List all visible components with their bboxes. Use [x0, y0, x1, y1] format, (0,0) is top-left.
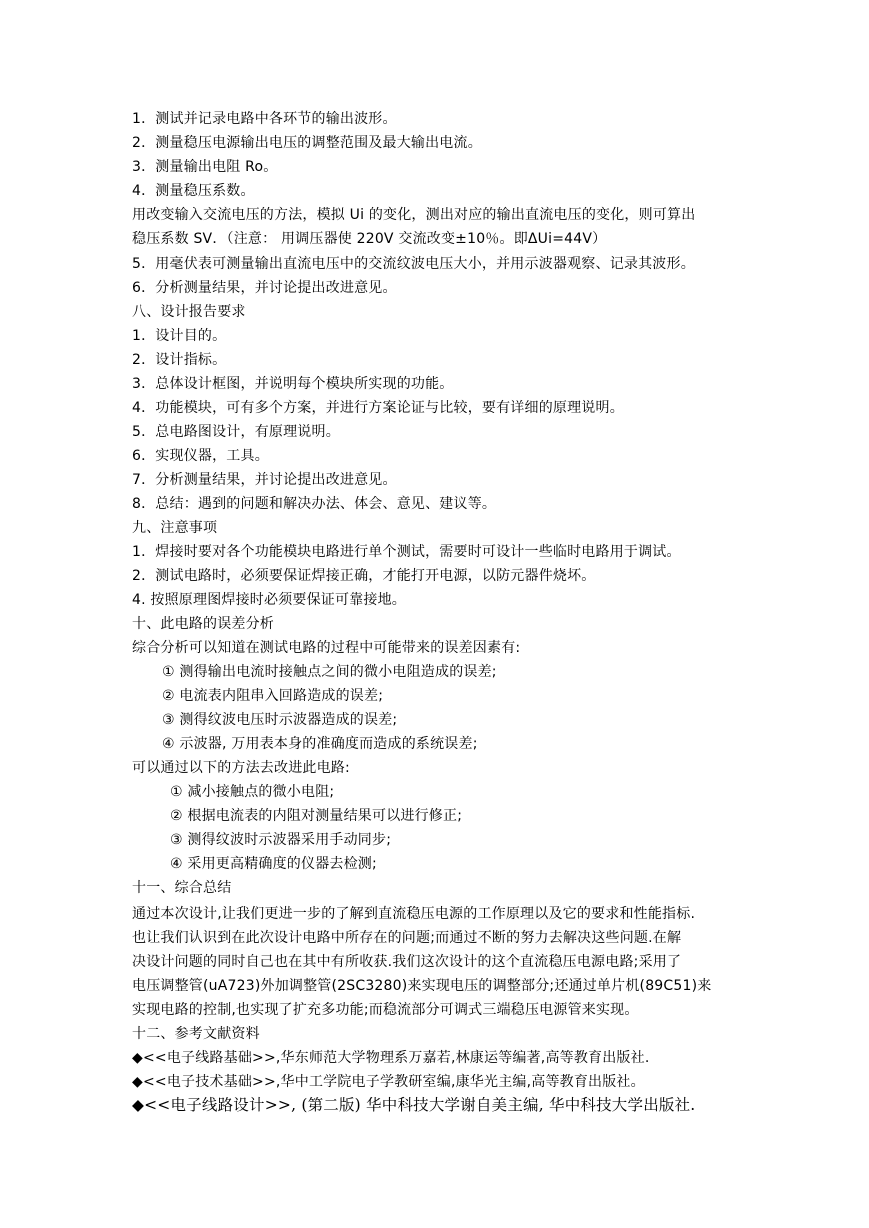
text-line: 7．分析测量结果，并讨论提出改进意见。: [132, 472, 397, 488]
text-line: 2．测试电路时，必须要保证焊接正确，才能打开电源，以防元器件烧坏。: [132, 568, 596, 584]
text-line: 稳压系数 SV．（注意： 用调压器使 220V 交流改变±10％。即ΔUi=44V）: [132, 231, 607, 247]
text-line: 实现电路的控制,也实现了扩充多功能;而稳流部分可调式三端稳压电源管来实现。: [132, 1002, 639, 1018]
text-line: 4. 按照原理图焊接时必须要保证可靠接地。: [132, 592, 407, 608]
text-line: 也让我们认识到在此次设计电路中所存在的问题;而通过不断的努力去解决这些问题.在解: [132, 930, 682, 946]
list-item: ② 电流表内阻串入回路造成的误差;: [162, 688, 384, 704]
section-heading: 十、此电路的误差分析: [132, 616, 274, 632]
list-item: ④ 示波器, 万用表本身的准确度而造成的系统误差;: [162, 736, 478, 752]
text-line: 电压调整管(uA723)外加调整管(2SC3280)来实现电压的调整部分;还通过单片机(89C51)来: [132, 978, 712, 994]
list-item: ④ 采用更高精确度的仪器去检测;: [170, 856, 377, 872]
section-heading: 九、注意事项: [132, 520, 218, 536]
text-line: 5．总电路图设计，有原理说明。: [132, 424, 340, 440]
text-line: 1．设计目的。: [132, 328, 227, 344]
text-line: 综合分析可以知道在测试电路的过程中可能带来的误差因素有:: [132, 640, 521, 656]
text-line: 2．测量稳压电源输出电压的调整范围及最大输出电流。: [132, 135, 482, 151]
text-line: 6．实现仪器，工具。: [132, 448, 269, 464]
list-item: ② 根据电流表的内阻对测量结果可以进行修正;: [170, 808, 463, 824]
text-line: 3．总体设计框图，并说明每个模块所实现的功能。: [132, 376, 454, 392]
text-line: 3．测量输出电阻 Ro。: [132, 159, 278, 175]
section-heading: 十二、参考文献资料: [132, 1026, 260, 1042]
text-line: 1．焊接时要对各个功能模块电路进行单个测试，需要时可设计一些临时电路用于调试。: [132, 544, 681, 560]
text-line: 可以通过以下的方法去改进此电路:: [132, 760, 350, 776]
section-heading: 十一、综合总结: [132, 880, 232, 896]
reference-item: ◆<<电子技术基础>>,华中工学院电子学教研室编,康华光主编,高等教育出版社。: [132, 1074, 645, 1090]
list-item: ① 减小接触点的微小电阻;: [170, 784, 335, 800]
text-line: 8．总结：遇到的问题和解决办法、体会、意见、建议等。: [132, 496, 497, 512]
text-line: 用改变输入交流电压的方法，模拟 Ui 的变化，测出对应的输出直流电压的变化，则可算出: [132, 207, 696, 223]
text-line: 6．分析测量结果，并讨论提出改进意见。: [132, 280, 397, 296]
section-heading: 八、设计报告要求: [132, 304, 246, 320]
text-line: 2．设计指标。: [132, 352, 227, 368]
reference-item: ◆<<电子线路设计>>, (第二版) 华中科技大学谢自美主编, 华中科技大学出版社.: [132, 1096, 696, 1114]
list-item: ③ 测得纹波时示波器采用手动同步;: [170, 832, 392, 848]
text-line: 通过本次设计,让我们更进一步的了解到直流稳压电源的工作原理以及它的要求和性能指标.: [132, 906, 696, 922]
text-line: 4．测量稳压系数。: [132, 183, 255, 199]
reference-item: ◆<<电子线路基础>>,华东师范大学物理系万嘉若,林康运等编著,高等教育出版社.: [132, 1050, 650, 1066]
text-line: 4．功能模块，可有多个方案，并进行方案论证与比较，要有详细的原理说明。: [132, 400, 624, 416]
text-line: 5．用毫伏表可测量输出直流电压中的交流纹波电压大小，并用示波器观察、记录其波形。: [132, 256, 695, 272]
list-item: ① 测得输出电流时接触点之间的微小电阻造成的误差;: [162, 664, 497, 680]
text-line: 1．测试并记录电路中各环节的输出波形。: [132, 111, 397, 127]
text-line: 决设计问题的同时自己也在其中有所收获.我们这次设计的这个直流稳压电源电路;采用了: [132, 954, 682, 970]
list-item: ③ 测得纹波电压时示波器造成的误差;: [162, 712, 398, 728]
